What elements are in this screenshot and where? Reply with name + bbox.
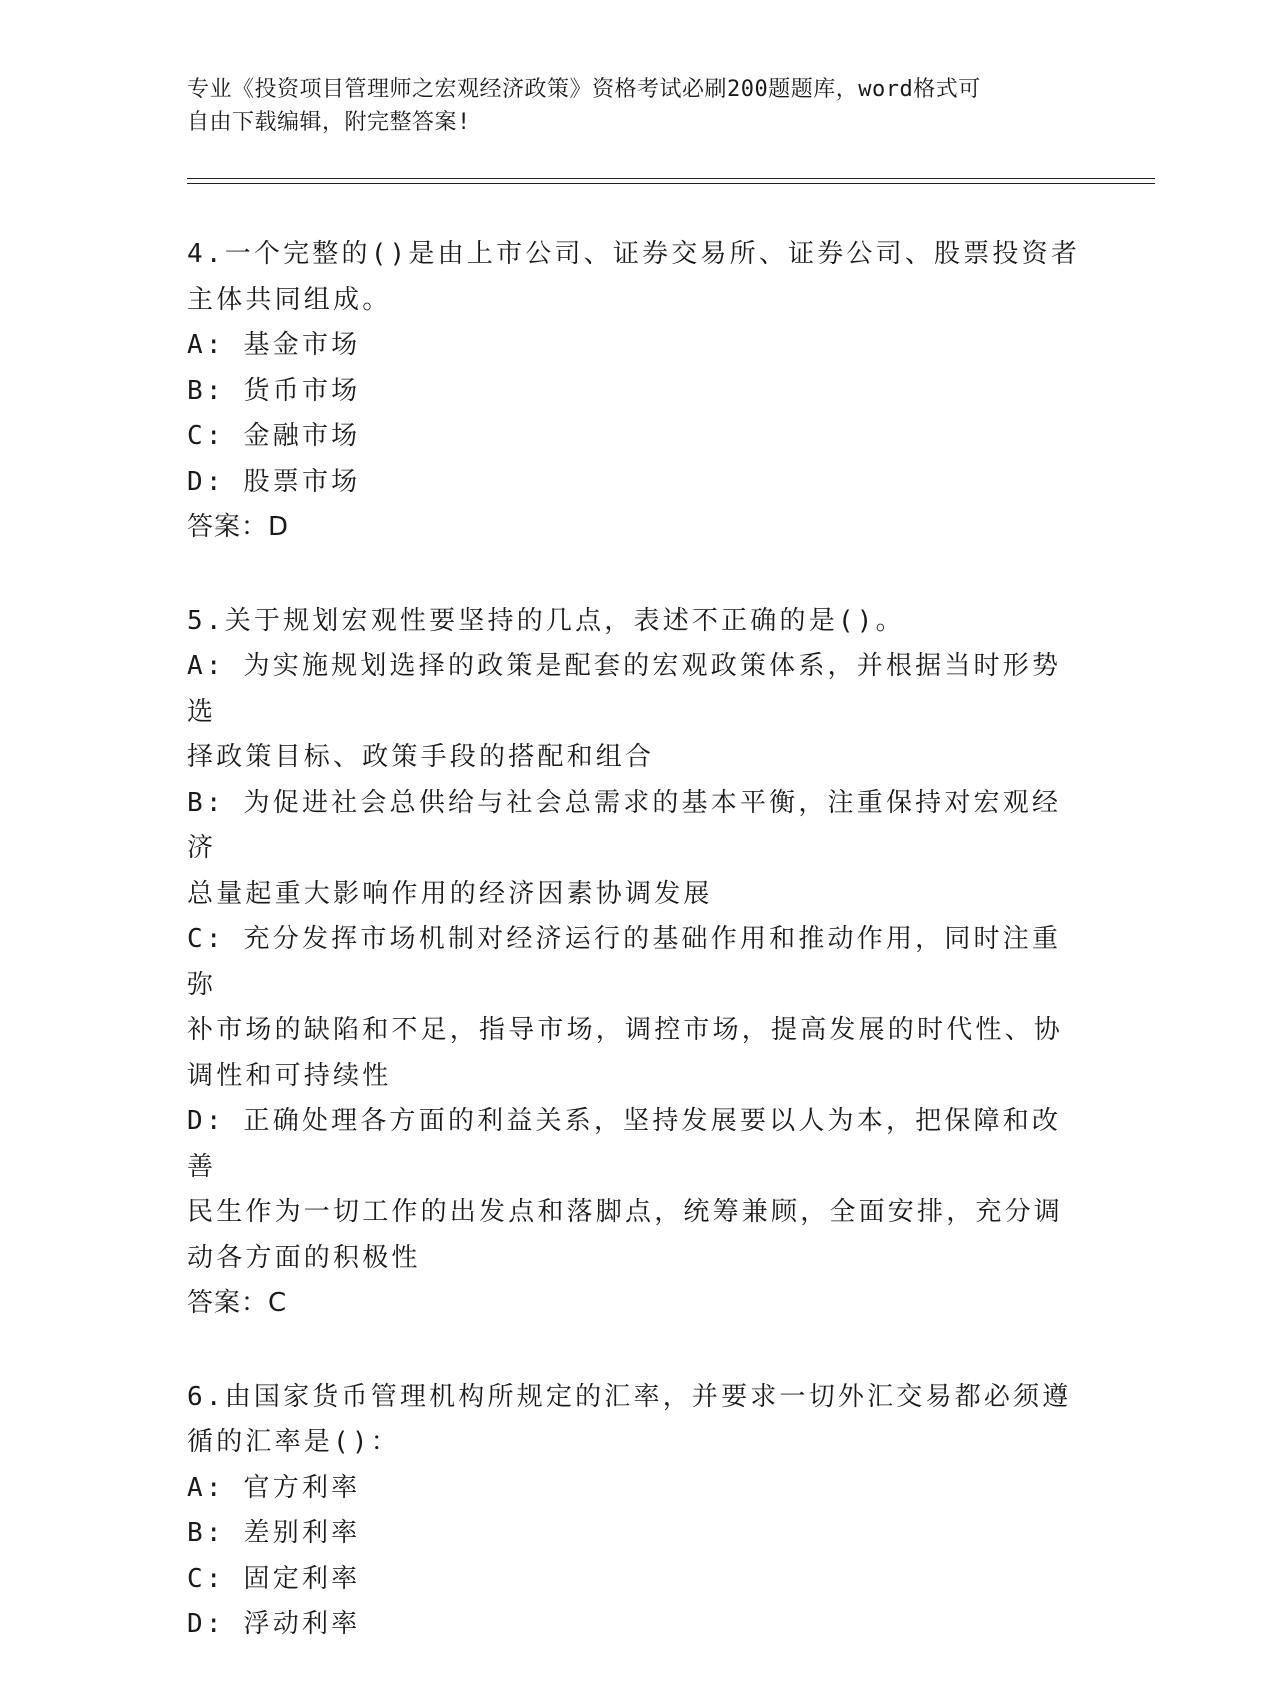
option-line: A: 为实施规划选择的政策是配套的宏观政策体系，并根据当时形势选: [187, 651, 1062, 727]
answer-line: 答案：D: [187, 512, 290, 542]
header-divider-bottom: [187, 183, 1155, 184]
option-line: 补市场的缺陷和不足，指导市场，调控市场，提高发展的时代性、协: [187, 1015, 1064, 1045]
document-header: [187, 73, 1067, 139]
question-stem-line: 5.关于规划宏观性要坚持的几点，表述不正确的是()。: [187, 605, 905, 636]
option-line: A: 官方利率: [187, 1472, 361, 1503]
question-block: [187, 599, 1087, 1327]
answer-line: 答案：C: [187, 1288, 288, 1318]
option-line: B: 货币市场: [187, 375, 361, 406]
option-line: 调性和可持续性: [187, 1060, 392, 1091]
question-block: [187, 1375, 1087, 1648]
option-line: 择政策目标、政策手段的搭配和组合: [187, 742, 655, 772]
option-line: C: 固定利率: [187, 1563, 361, 1594]
header-line-1: 专业《投资项目管理师之宏观经济政策》资格考试必刷200题题库，word格式可: [187, 77, 981, 102]
option-line: 动各方面的积极性: [187, 1242, 421, 1273]
option-line: B: 为促进社会总供给与社会总需求的基本平衡，注重保持对宏观经济: [187, 787, 1062, 863]
question-block: [187, 232, 1087, 551]
header-divider-top: [187, 178, 1155, 179]
option-line: 民生作为一切工作的出发点和落脚点，统筹兼顾，全面安排，充分调: [187, 1197, 1064, 1227]
question-stem-line: 循的汇率是()：: [187, 1427, 400, 1457]
option-line: D: 股票市场: [187, 466, 361, 497]
option-line: A: 基金市场: [187, 330, 361, 360]
question-stem-line: 主体共同组成。: [187, 284, 392, 315]
option-line: C: 金融市场: [187, 421, 361, 451]
header-line-2: 自由下载编辑，附完整答案!: [187, 110, 471, 135]
question-stem-line: 6.由国家货币管理机构所规定的汇率，并要求一切外汇交易都必须遵: [187, 1381, 1072, 1412]
option-line: B: 差别利率: [187, 1518, 361, 1548]
option-line: 总量起重大影响作用的经济因素协调发展: [187, 878, 713, 909]
option-line: D: 正确处理各方面的利益关系，坚持发展要以人为本，把保障和改善: [187, 1106, 1062, 1182]
option-line: C: 充分发挥市场机制对经济运行的基础作用和推动作用，同时注重弥: [187, 924, 1062, 1000]
question-list: [187, 232, 1087, 1696]
option-line: D: 浮动利率: [187, 1609, 361, 1639]
question-stem-line: 4.一个完整的()是由上市公司、证券交易所、证券公司、股票投资者: [187, 239, 1081, 269]
